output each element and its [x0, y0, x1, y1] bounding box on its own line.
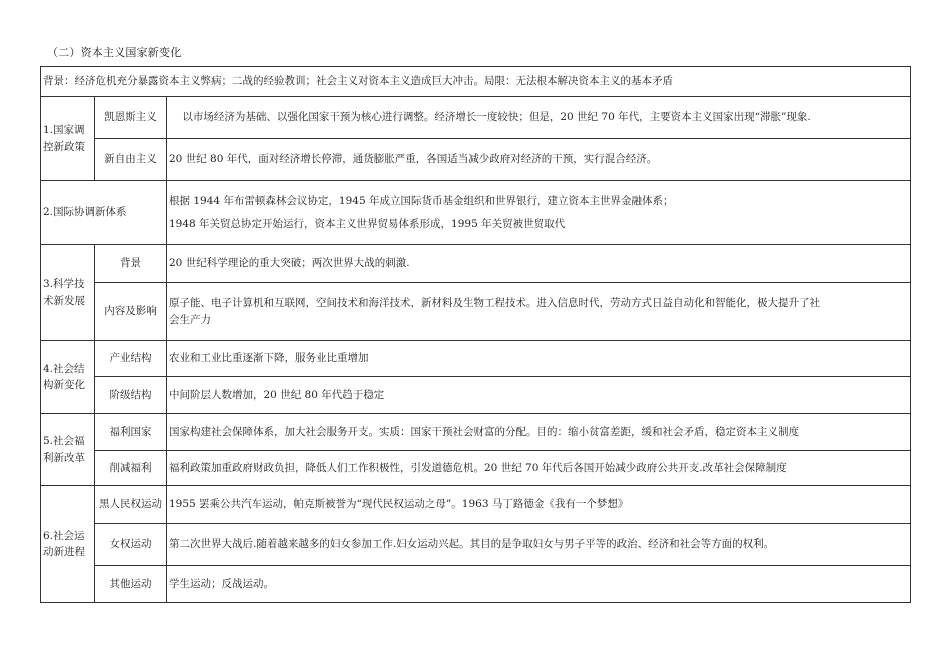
- table-row: [41, 97, 911, 139]
- content-cell: [167, 341, 911, 377]
- section-heading: （二）资本主义国家新变化: [47, 46, 182, 59]
- category-line: 3.科学技: [43, 278, 85, 291]
- sub-content-impact: 内容及影响: [95, 283, 167, 341]
- category-science-tech: [41, 245, 95, 341]
- content-line: 学生运动；反战运动。: [169, 577, 274, 590]
- content-cell: [167, 486, 911, 524]
- content-cell: [167, 377, 911, 414]
- category-line: 构新变化: [43, 379, 85, 391]
- category-international-system: [41, 181, 167, 245]
- table-row: [41, 486, 911, 524]
- content-cell: [167, 451, 911, 486]
- table-row: [41, 566, 911, 603]
- table-row: [41, 283, 911, 341]
- content-line: 20 世纪 80 年代，面对经济增长停滞，通货膨胀严重，各国适当减少政府对经济的干预，实行混合经济。: [169, 153, 658, 166]
- content-cell: [167, 181, 911, 245]
- category-line: 2.国际协调新体系: [43, 206, 127, 219]
- content-cell: [167, 283, 911, 341]
- category-line: 利新改革: [43, 451, 85, 464]
- table-row: [41, 414, 911, 451]
- sub-feminism: 女权运动: [95, 524, 167, 566]
- category-line: 动新进程: [43, 546, 85, 558]
- table-row: [41, 524, 911, 566]
- sub-other-movements: 其他运动: [95, 566, 167, 603]
- table-row: [41, 139, 911, 181]
- category-line: 4.社会结: [43, 362, 85, 375]
- content-line: 1948 年关贸总协定开始运行，资本主义世界贸易体系形成，1995 年关贸被世贸取代: [169, 218, 566, 230]
- intro-row: [41, 67, 911, 97]
- content-cell: [167, 414, 911, 451]
- content-line: 20 世纪科学理论的重大突破；两次世界大战的刺激.: [169, 257, 410, 270]
- content-line: 1955 罢乘公共汽车运动，帕克斯被誉为“现代民权运动之母”。1963 马丁路德金《我有一个梦想》: [169, 498, 629, 511]
- sub-industry-structure: 产业结构: [95, 341, 167, 377]
- table-row: [41, 245, 911, 283]
- content-line: 农业和工业比重逐渐下降，服务业比重增加: [169, 352, 369, 365]
- category-line: 控新政策: [43, 140, 85, 153]
- sub-keynesianism: 凯恩斯主义: [95, 97, 167, 139]
- category-line: 1.国家调: [43, 124, 85, 137]
- table-row: [41, 377, 911, 414]
- content-line: 第二次世界大战后.随着越来越多的妇女参加工作.妇女运动兴起。其目的是争取妇女与男子平等的政治、经济和社会等方面的权利。: [169, 538, 775, 551]
- content-cell: [167, 97, 911, 139]
- sub-neoliberalism: 新自由主义: [95, 139, 167, 181]
- category-line: 6.社会运: [43, 529, 85, 542]
- background-limitation-cell: 背景：经济危机充分暴露资本主义弊病；二战的经验教训；社会主义对资本主义造成巨大冲击。局限：无法根本解决资本主义的基本矛盾: [41, 67, 911, 97]
- content-cell: [167, 566, 911, 603]
- sub-welfare-state: 福利国家: [95, 414, 167, 451]
- content-line: 中间阶层人数增加，20 世纪 80 年代趋于稳定: [169, 388, 385, 401]
- content-line: 会生产力: [169, 313, 211, 326]
- content-line: 以市场经济为基础、以强化国家干预为核心进行调整。经济增长一度较快；但是，20 世纪 70 年代，主要资本主义国家出现“滞胀”现象.: [169, 111, 811, 124]
- summary-table: [40, 66, 911, 603]
- table-row: [41, 451, 911, 486]
- table-row: [41, 341, 911, 377]
- category-welfare-reform: [41, 414, 95, 486]
- sub-civil-rights: 黑人民权运动: [95, 486, 167, 524]
- sub-welfare-cuts: 削减福利: [95, 451, 167, 486]
- table-row: [41, 181, 911, 245]
- content-cell: [167, 245, 911, 283]
- sub-background: 背景: [95, 245, 167, 283]
- content-line: 根据 1944 年布雷顿森林会议协定，1945 年成立国际货币基金组织和世界银行，建立资本主世界金融体系；: [169, 194, 674, 207]
- category-social-structure: [41, 341, 95, 414]
- category-social-movements: [41, 486, 95, 603]
- content-line: 国家构建社会保障体系，加大社会服务开支。实质：国家干预社会财富的分配。目的：缩小贫富差距，缓和社会矛盾，稳定资本主义制度: [169, 425, 799, 438]
- sub-class-structure: 阶级结构: [95, 377, 167, 414]
- content-cell: [167, 524, 911, 566]
- category-line: 术新发展: [43, 294, 85, 307]
- category-policy: [41, 97, 95, 181]
- content-cell: [167, 139, 911, 181]
- content-line: 原子能、电子计算机和互联网，空间技术和海洋技术，新材料及生物工程技术。进入信息时代，劳动方式日益自动化和智能化，极大提升了社: [169, 297, 820, 310]
- category-line: 5.社会福: [43, 435, 85, 448]
- content-line: 福利政策加重政府财政负担，降低人们工作积极性，引发道德危机。20 世纪 70 年代后各国开始减少政府公共开支.改革社会保障制度: [169, 461, 787, 474]
